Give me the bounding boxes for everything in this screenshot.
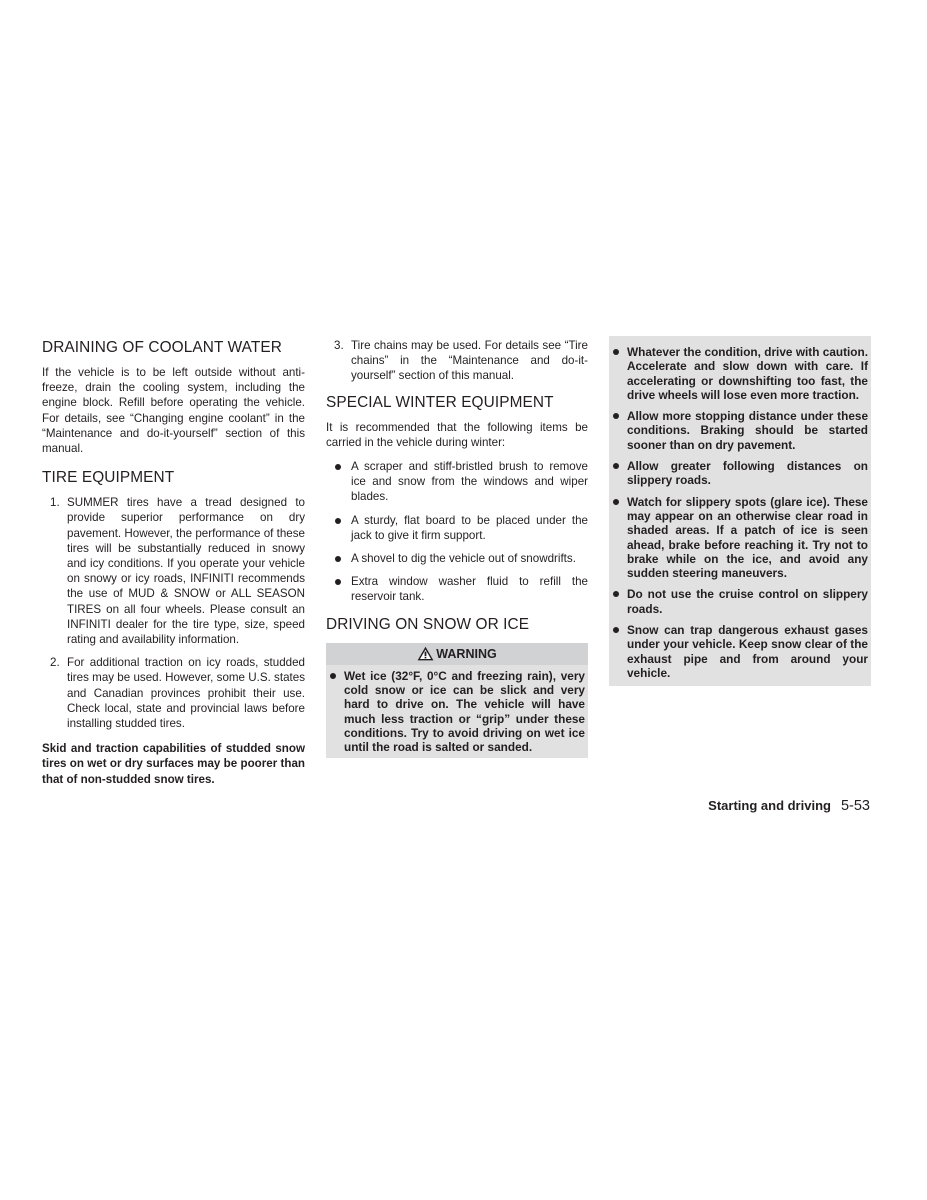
page-footer	[620, 798, 870, 818]
warning-box	[326, 643, 588, 759]
section-title: Starting and driving	[708, 798, 831, 813]
warning-label: WARNING	[436, 646, 497, 661]
warning-continued-box	[609, 336, 871, 686]
bullet-icon	[335, 518, 341, 524]
list-item	[326, 513, 588, 543]
studded-tire-note: Skid and traction capabilities of studded snow tires on wet or dry surfaces may be poorer than that of non-studded snow tires.	[42, 742, 305, 786]
list-item-continued	[326, 338, 588, 384]
warning-text: Snow can trap dangerous exhaust gases under your vehicle. Keep snow clear of the exhaust pipe and from around your vehicle.	[627, 623, 868, 680]
tire-equipment-heading: TIRE EQUIPMENT	[42, 469, 175, 487]
item-number: 3.	[334, 339, 344, 352]
bullet-icon	[613, 349, 619, 355]
list-item	[326, 459, 588, 505]
warning-item	[612, 345, 868, 402]
bullet-icon	[613, 499, 619, 505]
winter-intro: It is recommended that the following items be carried in the vehicle during winter:	[326, 420, 588, 449]
item-text: Extra window washer fluid to refill the reservoir tank.	[351, 575, 588, 604]
warning-header	[326, 643, 588, 665]
list-item	[326, 551, 588, 566]
winter-items-list	[326, 459, 588, 605]
list-item	[326, 574, 588, 604]
item-text: A scraper and stiff-bristled brush to remove ice and snow from the windows and wiper blades.	[351, 460, 588, 504]
warning-item	[612, 409, 868, 452]
item-text: A shovel to dig the vehicle out of snowdrifts.	[351, 552, 576, 566]
right-column	[609, 336, 871, 686]
warning-text: Wet ice (32°F, 0°C and freezing rain), very cold snow or ice can be slick and very hard to drive on. The vehicle will have much less traction or “grip” under these conditions. Try to avoid driving on wet ice until the road is salted or sanded.	[344, 668, 585, 755]
warning-item	[612, 623, 868, 680]
warning-triangle-icon	[417, 646, 434, 661]
left-column	[42, 338, 305, 799]
bullet-icon	[335, 464, 341, 470]
item-text: SUMMER tires have a tread designed to provide superior performance on dry pavement. However, the performance of these tires will be substantially reduced in snowy and icy conditions. If you operate your vehicle on snowy or icy roads, INFINITI recommends the use of MUD & SNOW or ALL SEASON TIRES on all four wheels. Please consult an INFINITI dealer for the tire type, size, speed rating and availability information.	[67, 496, 305, 647]
winter-equipment-heading: SPECIAL WINTER EQUIPMENT	[326, 393, 554, 411]
item-text: Tire chains may be used. For details see “Tire chains” in the “Maintenance and do-it-yourself” section of this manual.	[351, 339, 588, 383]
item-number: 2.	[50, 656, 60, 670]
warning-text: Whatever the condition, drive with caution. Accelerate and slow down with care. If accelerating or downshifting too fast, the drive wheels will lose even more traction.	[627, 345, 868, 402]
warning-text: Allow greater following distances on slippery roads.	[627, 459, 868, 488]
bullet-icon	[613, 413, 619, 419]
list-item	[42, 495, 305, 647]
warning-text: Watch for slippery spots (glare ice). These may appear on an otherwise clear road in shaded areas. If a patch of ice is seen ahead, brake before reaching it. Try not to brake while on the ice, and avoid any sudden steering maneuvers.	[627, 494, 868, 581]
warning-item	[612, 495, 868, 581]
warning-item	[329, 669, 585, 755]
warning-text: Allow more stopping distance under these conditions. Braking should be started sooner than on dry pavement.	[627, 409, 868, 452]
coolant-paragraph: If the vehicle is to be left outside without anti-freeze, drain the cooling system, including the engine block. Refill before operating the vehicle. For details, see “Changing engine coolant” in the “Maintenance and do-it-yourself” section of this manual.	[42, 366, 305, 456]
item-text: For additional traction on icy roads, studded tires may be used. However, some U.S. states and Canadian provinces prohibit their use. Check local, state and provincial laws before installing studded tires.	[67, 656, 305, 731]
bullet-icon	[335, 579, 341, 585]
middle-column	[326, 338, 588, 758]
bullet-icon	[335, 556, 341, 562]
list-item	[42, 655, 305, 731]
warning-item	[612, 459, 868, 488]
bullet-icon	[613, 627, 619, 633]
page-number: 5-53	[840, 798, 870, 814]
bullet-icon	[613, 463, 619, 469]
bullet-icon	[613, 591, 619, 597]
warning-item	[612, 587, 868, 616]
driving-snow-heading: DRIVING ON SNOW OR ICE	[326, 615, 530, 633]
bullet-icon	[330, 673, 336, 679]
warning-text: Do not use the cruise control on slippery roads.	[627, 587, 868, 616]
item-text: A sturdy, flat board to be placed under the jack to give it firm support.	[351, 513, 588, 542]
item-number: 1.	[50, 496, 60, 510]
coolant-heading: DRAINING OF COOLANT WATER	[42, 339, 282, 356]
tire-list	[42, 495, 305, 731]
